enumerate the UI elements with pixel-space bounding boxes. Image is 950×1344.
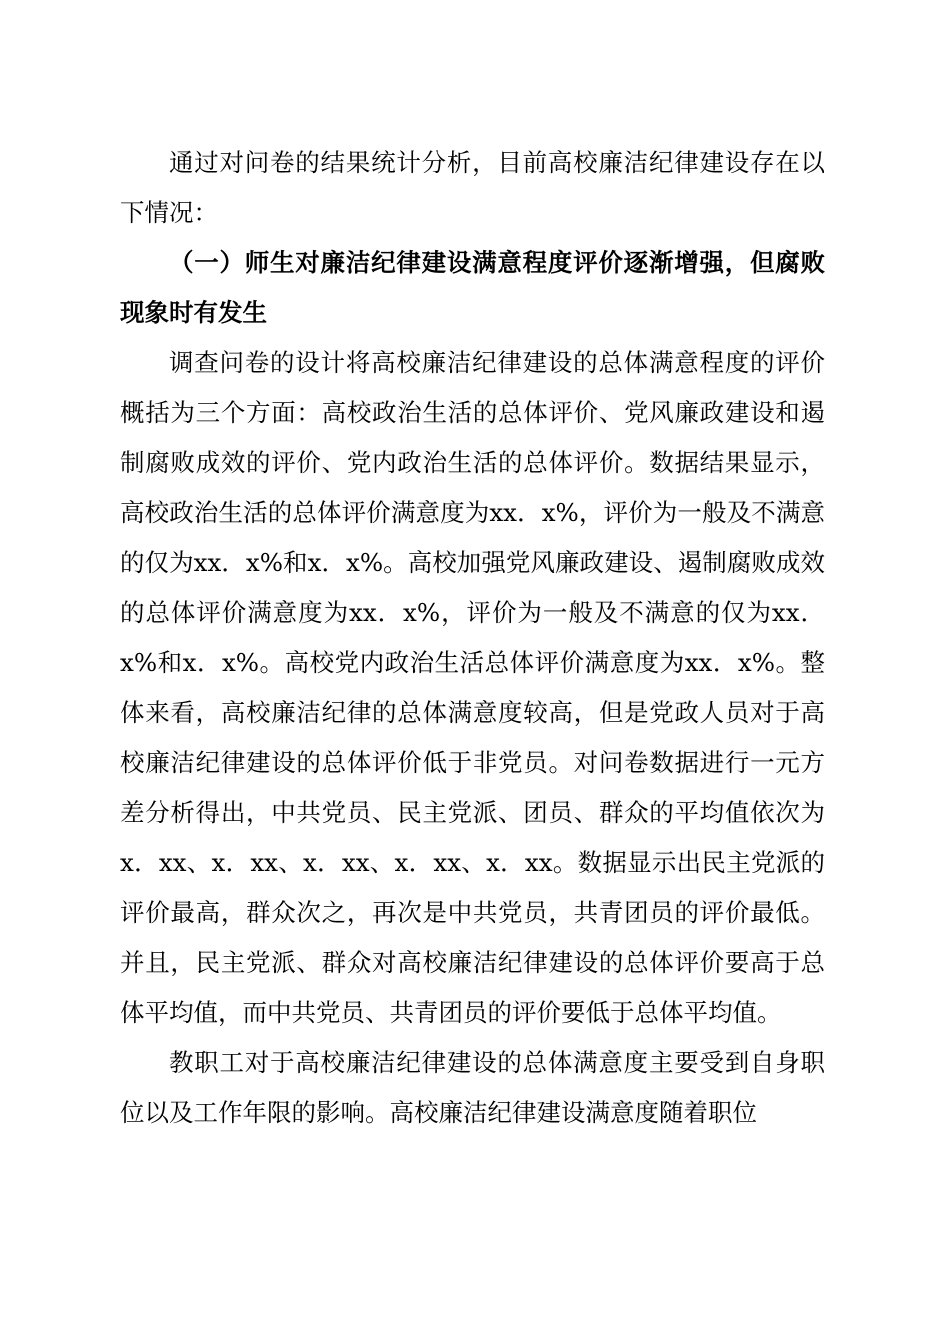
document-body	[120, 138, 825, 1138]
section-heading-1: （一）师生对廉洁纪律建设满意程度评价逐渐增强，但腐败现象时有发生	[120, 248, 825, 327]
paragraph-staff-satisfaction: 教职工对于高校廉洁纪律建设的总体满意度主要受到自身职位以及工作年限的影响。高校廉洁纪律建设满意度随着职位	[120, 1048, 825, 1127]
paragraph-intro: 通过对问卷的结果统计分析，目前高校廉洁纪律建设存在以下情况：	[120, 148, 825, 227]
paragraph-satisfaction-analysis: 调查问卷的设计将高校廉洁纪律建设的总体满意程度的评价概括为三个方面：高校政治生活的总体评价、党风廉政建设和遏制腐败成效的评价、党内政治生活的总体评价。数据结果显示，高校政治生活的总体评价满意度为xx．x%，评价为一般及不满意的仅为xx．x%和x．x%。高校加强党风廉政建设、遏制腐败成效的总体评价满意度为xx．x%，评价为一般及不满意的仅为xx．x%和x．x%。高校党内政治生活总体评价满意度为xx．x%。整体来看，高校廉洁纪律的总体满意度较高，但是党政人员对于高校廉洁纪律建设的总体评价低于非党员。对问卷数据进行一元方差分析得出，中共党员、民主党派、团员、群众的平均值依次为x．xx、x．xx、x．xx、x．xx、x．xx。数据显示出民主党派的评价最高，群众次之，再次是中共党员，共青团员的评价最低。并且，民主党派、群众对高校廉洁纪律建设的总体评价要高于总体平均值，而中共党员、共青团员的评价要低于总体平均值。	[120, 348, 825, 1027]
